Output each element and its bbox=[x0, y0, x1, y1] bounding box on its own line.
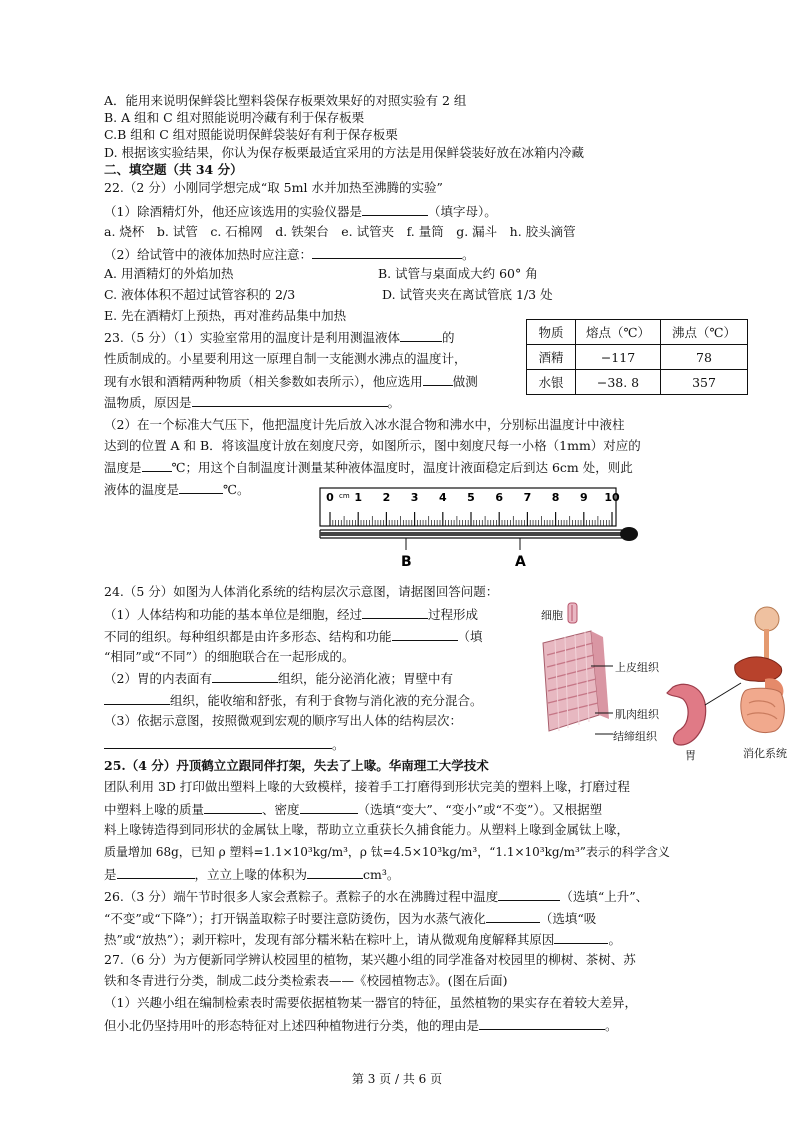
ruler-tick-label: 9 bbox=[579, 491, 588, 504]
answer-blank[interactable] bbox=[362, 606, 428, 619]
q27-line1: 27.（6 分）为方便新同学辨认校园里的植物，某兴趣小组的同学准备对校园里的柳树、茶树、苏 bbox=[104, 952, 636, 967]
label-muscle-tissue: 肌肉组织 bbox=[615, 708, 659, 721]
stomach-image bbox=[667, 684, 706, 745]
q24-line7: 。 bbox=[104, 736, 345, 753]
q27-line2: 铁和冬青进行分类，制成二歧分类检索表——《校园植物志》。(图在后面) bbox=[104, 973, 508, 988]
q24-line1: （1）人体结构和功能的基本单位是细胞，经过 过程形成 bbox=[104, 607, 478, 622]
answer-blank[interactable] bbox=[117, 866, 195, 879]
answer-blank[interactable] bbox=[392, 628, 458, 641]
q25-line5: 质量增加 68g，已知 ρ 塑料=1.1×10³kg/m³，ρ 钛=4.5×10³kg/m³，“1.1×10³kg/m³”表示的科学含义 bbox=[104, 845, 670, 859]
q23-line5: （2）在一个标准大气压下，他把温度计先后放入冰水混合物和沸水中，分别标出温度计中液柱 bbox=[104, 417, 625, 432]
section-title: 二、填空题（共 34 分） bbox=[104, 162, 243, 177]
answer-blank[interactable] bbox=[104, 692, 170, 705]
q23-line1: 23.（5 分）（1）实验室常用的温度计是利用测温液体 的 bbox=[104, 330, 455, 345]
digestive-system-image bbox=[735, 607, 785, 733]
table-header: 物质 bbox=[527, 320, 576, 345]
answer-blank[interactable] bbox=[300, 801, 358, 814]
ruler-tick-label: 5 bbox=[467, 491, 475, 504]
answer-blank[interactable] bbox=[498, 888, 560, 901]
q26-line3: 热”或“放热”）；剥开粽叶，发现有部分糯米粘在粽叶上，请从微观角度解释其原因 。 bbox=[104, 932, 621, 947]
table-header: 熔点（℃） bbox=[576, 320, 661, 345]
table-cell: 357 bbox=[661, 370, 748, 395]
label-digestive-system: 消化系统 bbox=[743, 747, 787, 760]
q24-line6: （3）依据示意图，按照微观到宏观的顺序写出人体的结构层次： bbox=[104, 713, 462, 728]
answer-blank[interactable] bbox=[204, 801, 262, 814]
q25-line3: 中塑料上喙的质量 、密度 （选填“变大”、“变小”或“不变”）。又根据塑 bbox=[104, 802, 603, 817]
q27-line4: 但小北仍坚持用叶的形态特征对上述四种植物进行分类，他的理由是 。 bbox=[104, 1018, 618, 1033]
q23-line6: 达到的位置 A 和 B．将该温度计放在刻度尺旁，如图所示，图中刻度尺每一小格（1mm）对应的 bbox=[104, 438, 641, 453]
q21-option-a: A．能用来说明保鲜袋比塑料袋保存板栗效果好的对照实验有 2 组 bbox=[104, 93, 467, 108]
label-stomach: 胃 bbox=[685, 749, 696, 762]
answer-blank[interactable] bbox=[104, 736, 332, 749]
answer-blank[interactable] bbox=[423, 373, 453, 386]
q21-option-b: B. A 组和 C 组对照能说明冷藏有利于保存板栗 bbox=[104, 110, 365, 125]
table-header-row bbox=[527, 320, 748, 345]
q22-option-a: A. 用酒精灯的外焰加热 bbox=[104, 266, 234, 281]
q24-line4: （2）胃的内表面有 组织，能分泌消化液；胃壁中有 bbox=[104, 671, 453, 686]
ruler-tick-label: 0 bbox=[326, 491, 334, 504]
ruler-unit-label: cm bbox=[339, 492, 350, 500]
table-cell: 酒精 bbox=[527, 345, 576, 370]
table-cell: 水银 bbox=[527, 370, 576, 395]
ruler-tick-label: 1 bbox=[354, 491, 363, 504]
q23-line8: 液体的温度是 ℃。 bbox=[104, 482, 250, 497]
q22-option-e: E. 先在酒精灯上预热，再对准药品集中加热 bbox=[104, 308, 347, 323]
answer-blank[interactable] bbox=[307, 866, 363, 879]
label-a: A bbox=[515, 554, 526, 570]
table-row bbox=[527, 370, 748, 395]
ruler-tick-label: 3 bbox=[410, 491, 419, 504]
q24-line2: 不同的组织。每种组织都是由许多形态、结构和功能 （填 bbox=[104, 629, 483, 644]
q22-options: a. 烧杯 b. 试管 c. 石棉网 d. 铁架台 e. 试管夹 f. 量筒 g. 漏斗 h. 胶头滴管 bbox=[104, 224, 576, 239]
cell-image bbox=[568, 603, 577, 623]
page-footer: 第 3 页 / 共 6 页 bbox=[351, 1072, 443, 1086]
q25-line6: 是 ，立立上喙的体积为 cm³。 bbox=[104, 867, 400, 882]
q22-stem: 22.（2 分）小刚同学想完成“取 5ml 水并加热至沸腾的实验” bbox=[104, 180, 443, 195]
thermometer-bulb bbox=[620, 527, 638, 541]
material-properties-table bbox=[526, 319, 748, 395]
q21-option-d: D. 根据该实验结果，你认为保存板栗最适宜采用的方法是用保鲜袋装好放在冰箱内冷藏 bbox=[104, 145, 585, 160]
q24-line5: 组织，能收缩和舒张，有利于食物与消化液的充分混合。 bbox=[104, 692, 483, 709]
q23-line3: 现有水银和酒精两种物质（相关参数如表所示），他应选用 做测 bbox=[104, 374, 478, 389]
ruler-tick-label: 8 bbox=[551, 491, 560, 504]
digestive-system-figure bbox=[535, 595, 794, 765]
arrow-to-system bbox=[705, 683, 741, 705]
answer-blank[interactable] bbox=[554, 931, 608, 944]
table-cell: 78 bbox=[661, 345, 748, 370]
q25-line2: 团队利用 3D 打印做出塑料上喙的大致模样，接着手工打磨得到形状完美的塑料上喙，打磨过程 bbox=[104, 779, 630, 794]
q21-option-c: C.B 组和 C 组对照能说明保鲜袋装好有利于保存板栗 bbox=[104, 127, 398, 142]
answer-blank[interactable] bbox=[312, 246, 462, 259]
ruler-tick-label: 4 bbox=[438, 491, 447, 504]
q23-line2: 性质制成的。小星要利用这一原理自制一支能测水沸点的温度计， bbox=[104, 351, 467, 366]
q22-option-b: B. 试管与桌面成大约 60° 角 bbox=[378, 266, 538, 281]
q22-option-d: D. 试管夹夹在离试管底 1/3 处 bbox=[382, 287, 553, 302]
label-epithelial-tissue: 上皮组织 bbox=[615, 661, 659, 674]
answer-blank[interactable] bbox=[179, 481, 223, 494]
q24-line3: “相同”或“不同”）的细胞联合在一起形成的。 bbox=[104, 649, 355, 664]
answer-blank[interactable] bbox=[486, 910, 540, 923]
q22-part2: （2）给试管中的液体加热时应注意： 。 bbox=[104, 247, 475, 262]
q23-line4: 温物质，原因是 。 bbox=[104, 395, 401, 410]
answer-blank[interactable] bbox=[362, 203, 428, 216]
q22-part1: （1）除酒精灯外，他还应该选用的实验仪器是 （填字母）。 bbox=[104, 204, 497, 219]
answer-blank[interactable] bbox=[212, 670, 278, 683]
q25-line4: 料上喙铸造得到同形状的金属钛上喙，帮助立立重获长久捕食能力。从塑料上喙到金属钛上喙， bbox=[104, 822, 630, 837]
ruler-tick-label: 6 bbox=[495, 491, 504, 504]
thermometer-liquid bbox=[320, 532, 622, 536]
answer-blank[interactable] bbox=[479, 1017, 605, 1030]
q22-option-c: C. 液体体积不超过试管容积的 2/3 bbox=[104, 287, 296, 302]
q24-stem: 24.（5 分）如图为人体消化系统的结构层次示意图，请据图回答问题： bbox=[104, 584, 499, 599]
q25-line1: 25.（4 分）丹顶鹤立立跟同伴打架，失去了上喙。华南理工大学技术 bbox=[104, 758, 489, 773]
label-connective-tissue: 结缔组织 bbox=[613, 730, 657, 743]
q26-line2: “不变”或“下降”）；打开锅盖取粽子时要注意防烫伤，因为水蒸气液化 （选填“吸 bbox=[104, 911, 597, 926]
answer-blank[interactable] bbox=[400, 329, 442, 342]
table-cell: −117 bbox=[576, 345, 661, 370]
answer-blank[interactable] bbox=[192, 394, 388, 407]
q26-line1: 26.（3 分）端午节时很多人家会煮粽子。煮粽子的水在沸腾过程中温度 （选填“上升”、 bbox=[104, 889, 649, 904]
answer-blank[interactable] bbox=[142, 459, 172, 472]
ruler-tick-label: 10 bbox=[604, 491, 620, 504]
table-row bbox=[527, 345, 748, 370]
ruler-tick-label: 7 bbox=[523, 491, 532, 504]
label-b: B bbox=[401, 554, 412, 570]
q27-line3: （1）兴趣小组在编制检索表时需要依据植物某一器官的特征，虽然植物的果实存在着较大差异， bbox=[104, 995, 637, 1010]
table-cell: −38. 8 bbox=[576, 370, 661, 395]
ruler-thermometer-figure bbox=[300, 484, 640, 574]
q23-line7: 温度是 ℃；用这个自制温度计测量某种液体温度时，温度计液面稳定后到达 6cm 处，则此 bbox=[104, 460, 633, 475]
tissue-block-image bbox=[543, 631, 609, 731]
table-header: 沸点（℃） bbox=[661, 320, 748, 345]
label-cell: 细胞 bbox=[541, 609, 563, 622]
ruler-tick-label: 2 bbox=[382, 491, 391, 504]
